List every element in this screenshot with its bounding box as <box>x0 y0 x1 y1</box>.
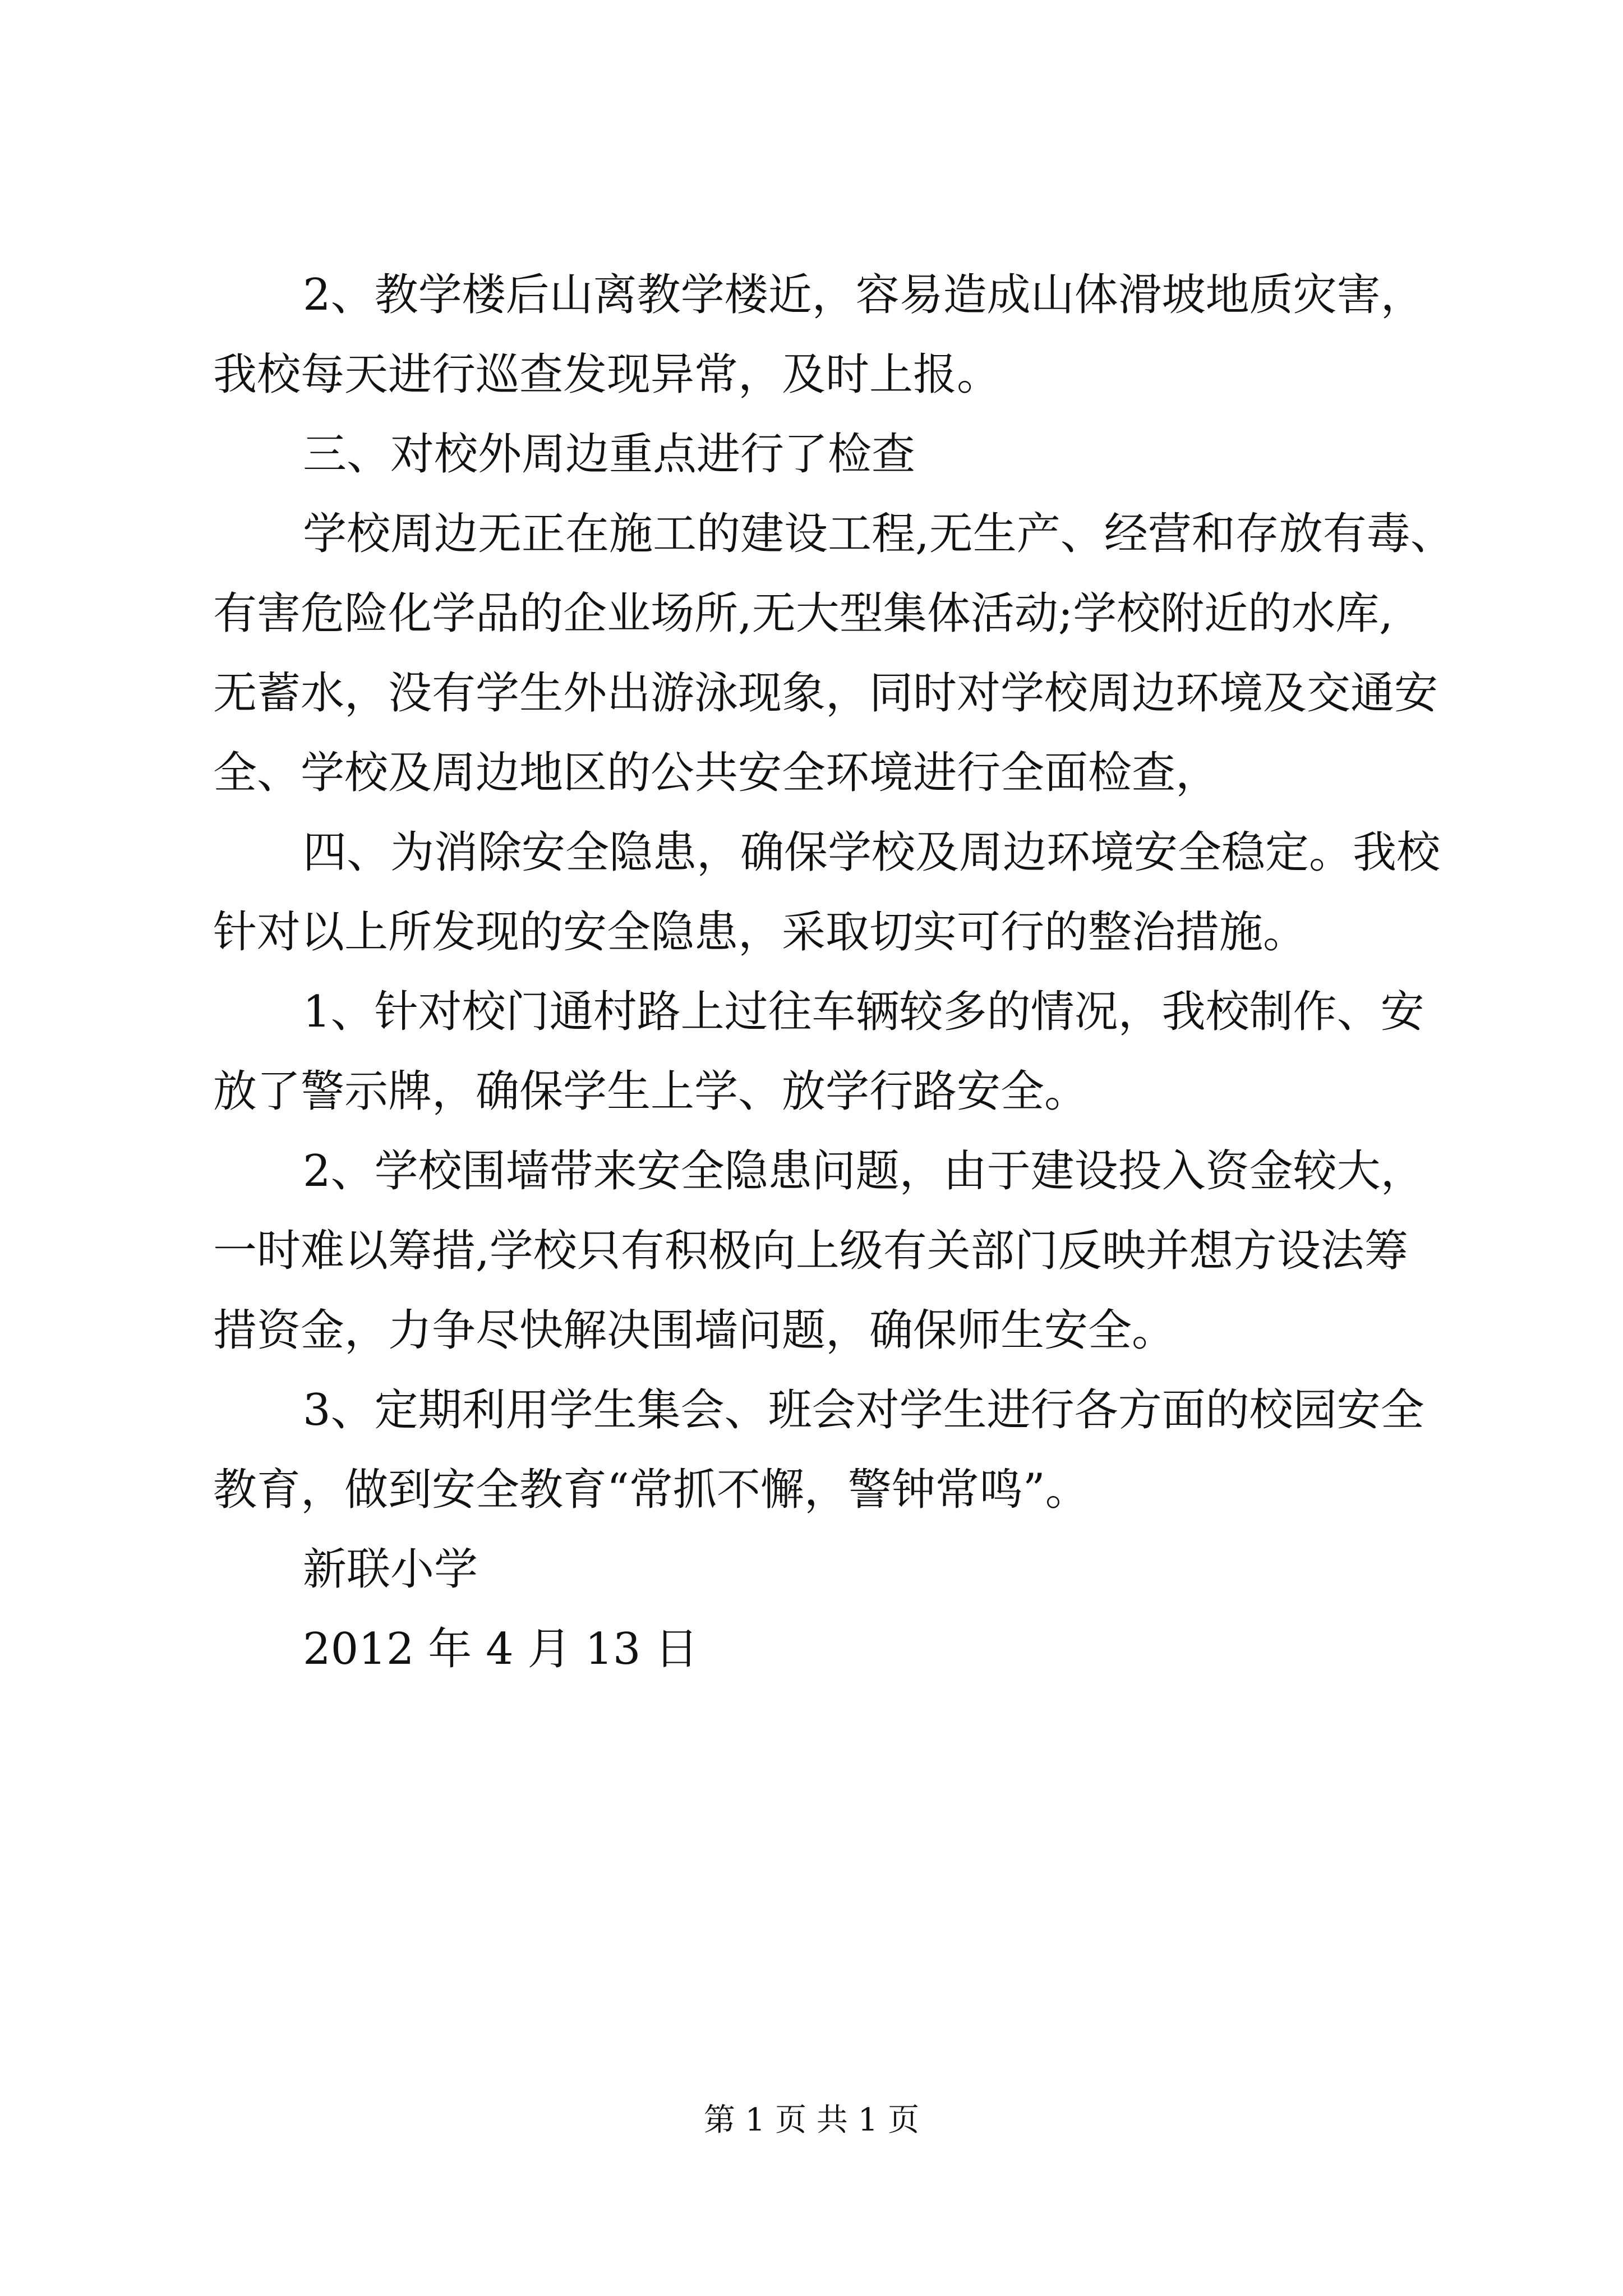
document-body <box>213 255 1454 1689</box>
paragraph-line: 有害危险化学品的企业场所,无大型集体活动;学校附近的水库, <box>213 588 1393 639</box>
paragraph-line: 措资金，力争尽快解决围墙问题，确保师生安全。 <box>213 1305 1176 1356</box>
paragraph-line: 教育，做到安全教育“常抓不懈，警钟常鸣”。 <box>213 1465 1089 1515</box>
paragraph-line: 无蓄水，没有学生外出游泳现象，同时对学校周边环境及交通安 <box>213 668 1438 719</box>
paragraph-line: 3、定期利用学生集会、班会对学生进行各方面的校园安全 <box>303 1385 1424 1435</box>
paragraph-line: 2、学校围墙带来安全隐患问题，由于建设投入资金较大， <box>303 1146 1424 1197</box>
page-number-footer: 第 1 页 共 1 页 <box>703 2102 920 2138</box>
paragraph-line: 针对以上所发现的安全隐患，采取切实可行的整治措施。 <box>213 907 1307 958</box>
paragraph-line: 2、教学楼后山离教学楼近，容易造成山体滑坡地质灾害， <box>303 270 1424 320</box>
section-heading: 三、对校外周边重点进行了检查 <box>303 429 916 480</box>
section-heading: 四、为消除安全隐患，确保学校及周边环境安全稳定。我校 <box>303 827 1441 878</box>
paragraph-line: 一时难以筹措,学校只有积极向上级有关部门反映并想方设法筹 <box>213 1226 1408 1276</box>
paragraph-line: 全、学校及周边地区的公共安全环境进行全面检查， <box>213 748 1220 798</box>
paragraph-line: 我校每天进行巡查发现异常，及时上报。 <box>213 349 1001 400</box>
paragraph-line: 1、针对校门通村路上过往车辆较多的情况，我校制作、安 <box>303 987 1424 1037</box>
signature-org: 新联小学 <box>303 1544 478 1595</box>
paragraph-line: 放了警示牌，确保学生上学、放学行路安全。 <box>213 1066 1089 1117</box>
paragraph-line: 学校周边无正在施工的建设工程,无生产、经营和存放有毒、 <box>303 509 1454 559</box>
signature-date: 2012 年 4 月 13 日 <box>303 1624 699 1674</box>
